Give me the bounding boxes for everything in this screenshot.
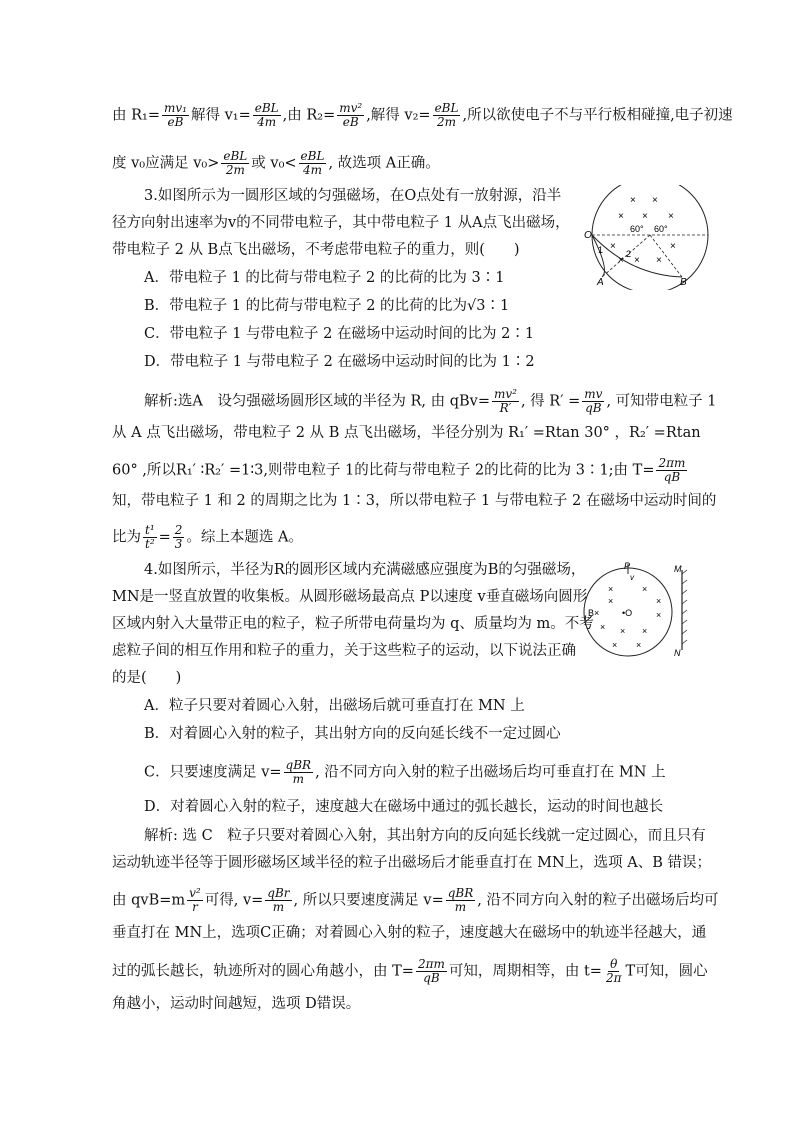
- field-mark: ×: [612, 640, 618, 650]
- fraction: [187, 887, 203, 914]
- denominator: eB: [342, 115, 359, 129]
- field-boundary: [592, 185, 708, 290]
- fraction: [143, 524, 157, 551]
- text: =: [158, 529, 171, 546]
- numerator: eBL: [434, 101, 459, 115]
- text: 解析:选A 设匀强磁场圆形区域的半径为 R, 由 qBv=: [144, 393, 490, 410]
- angle-2: 60°: [654, 224, 668, 234]
- numerator: qBR: [285, 758, 312, 772]
- label-b: B: [680, 277, 687, 288]
- q4-stem-line-1: 4.如图所示，半径为R的圆形区域内充满磁感应强度为B的匀强磁场，: [144, 562, 586, 578]
- numerator: mv: [584, 387, 603, 401]
- field-mark: ×: [620, 626, 626, 636]
- fraction: [492, 388, 519, 415]
- fraction: [656, 457, 687, 484]
- fraction: [221, 150, 249, 177]
- denominator: 2π: [605, 971, 622, 985]
- text: T可知，圆心: [625, 963, 708, 980]
- field-mark: ×: [652, 195, 658, 206]
- field-mark: ×: [608, 584, 614, 594]
- numerator: mv₁: [164, 101, 187, 115]
- denominator: qB: [423, 971, 440, 985]
- numerator: eBL: [223, 149, 248, 163]
- text: 比为: [112, 529, 141, 546]
- q3-stem-line-2: 径方向射出速率为v的不同带电粒子，其中带电粒子 1 从A点飞出磁场，: [112, 215, 570, 231]
- fraction: [265, 887, 291, 914]
- numerator: 2: [174, 523, 183, 537]
- q4-circle-field-figure: [580, 560, 690, 660]
- label-o: O: [584, 230, 592, 241]
- q4-stem-line-4: 虑粒子间的相互作用和粒子的重力，关于这些粒子的运动，以下说法正确: [112, 643, 576, 659]
- denominator: 4m: [257, 115, 277, 129]
- field-mark: ×: [600, 622, 606, 632]
- field-mark: ×: [670, 241, 676, 252]
- field-mark: ×: [656, 596, 662, 606]
- field-mark: ×: [656, 255, 662, 266]
- fraction: [253, 102, 281, 129]
- label-v: v: [630, 573, 634, 582]
- q4-solution-line-2: 运动轨迹半径等于圆形磁场区域半径的粒子出磁场后才能垂直打在 MN上，选项 A、B 错误；: [112, 855, 711, 871]
- q3-option-c: C．带电粒子 1 与带电粒子 2 在磁场中运动时间的比为 2∶1: [144, 326, 535, 342]
- fraction: [582, 388, 604, 415]
- label-b: B×: [588, 608, 600, 618]
- field-mark: ×: [668, 211, 674, 222]
- denominator: eB: [167, 115, 184, 129]
- text: 或 v₀<: [251, 155, 297, 172]
- prev-solution-line-1: [112, 102, 733, 129]
- text: , 所以只要速度满足 v=: [293, 892, 444, 909]
- label-a: A: [597, 277, 604, 288]
- q4-solution-line-4: 垂直打在 MN上，选项C正确；对着圆心入射的粒子，速度越大在磁场中的轨迹半径越大，通: [112, 925, 707, 941]
- angle-1: 60°: [630, 224, 644, 234]
- radius-b: [650, 235, 682, 277]
- field-mark: ×: [618, 211, 624, 222]
- denominator: r: [192, 900, 198, 914]
- label-p: P: [624, 561, 631, 571]
- denominator: m: [292, 772, 305, 786]
- fraction: [604, 958, 624, 985]
- label-n: N: [674, 648, 681, 658]
- denominator: 2m: [437, 115, 457, 129]
- q4-stem-line-2: MN是一竖直放置的收集板。从圆形磁场最高点 P以速度 v垂直磁场向圆形: [112, 589, 588, 605]
- numerator: v²: [189, 886, 201, 900]
- denominator: t²: [145, 537, 155, 551]
- denominator: qB: [663, 470, 681, 484]
- text: ,解得 v₂=: [366, 107, 431, 124]
- field-mark: ×: [618, 255, 624, 266]
- q3-solution-line-1: [144, 388, 717, 415]
- q4-stem-line-3: 区域内射入大量带正电的粒子，粒子所带电荷量均为 q、质量均为 m。不考: [112, 616, 594, 632]
- q3-option-b: B．带电粒子 1 的比荷与带电粒子 2 的比荷的比为√3∶1: [144, 298, 510, 314]
- prev-solution-line-2: [112, 150, 440, 177]
- fraction: [433, 102, 461, 129]
- field-mark: ×: [630, 195, 636, 206]
- text: 。综上本题选 A。: [186, 529, 304, 546]
- text: , 沿不同方向入射的粒子出磁场后均可垂直打在 MN 上: [315, 764, 666, 781]
- q3-option-a: A．带电粒子 1 的比荷与带电粒子 2 的比荷的比为 3∶1: [144, 270, 505, 286]
- fraction: [446, 887, 476, 914]
- text: 度 v₀应满足 v₀>: [112, 155, 220, 172]
- fraction: [299, 150, 327, 177]
- numerator: θ: [610, 957, 618, 971]
- text: 解得 v₁=: [190, 107, 251, 124]
- fraction: [162, 102, 189, 129]
- field-mark: ×: [608, 596, 614, 606]
- text: , 故选项 A正确。: [328, 155, 440, 172]
- text: 可得, v=: [204, 892, 264, 909]
- particle-1-label: 1: [598, 245, 604, 255]
- q3-option-d: D．带电粒子 1 与带电粒子 2 在磁场中运动时间的比为 1∶2: [144, 354, 535, 370]
- q3-solution-line-2: 从 A 点飞出磁场，带电粒子 2 从 B 点飞出磁场，半径分别为 R₁′ =Rtan 30° ，R₂′ =Rtan: [112, 425, 701, 441]
- numerator: mv²: [339, 101, 363, 115]
- numerator: 2πm: [658, 456, 686, 470]
- denominator: qB: [585, 401, 602, 415]
- q4-stem-line-5: 的是( ): [112, 670, 182, 686]
- fraction: [173, 524, 185, 551]
- q3-solution-line-5: [112, 524, 303, 551]
- numerator: mv²: [494, 387, 517, 401]
- numerator: 2πm: [417, 957, 445, 971]
- text: ₁=: [142, 107, 160, 124]
- denominator: m: [272, 900, 285, 914]
- q4-solution-line-1: 解析: 选 C 粒子只要对着圆心入射，其出射方向的反向延长线就一定过圆心，而且只有: [144, 828, 706, 844]
- text: , 可知带电粒子 1: [606, 393, 717, 410]
- text: ,所以欲使电子不与平行板相碰撞,电子初速: [462, 107, 733, 124]
- q3-stem-line-1: 3.如图所示为一圆形区域的匀强磁场，在O点处有一放射源，沿半: [144, 188, 562, 204]
- field-mark: ×: [634, 255, 640, 266]
- fraction: [337, 102, 364, 129]
- q4-option-d: D．对着圆心入射的粒子，速度越大在磁场中通过的弧长越长，运动的时间也越长: [144, 799, 664, 815]
- numerator: eBL: [254, 101, 279, 115]
- denominator: 4m: [302, 163, 322, 177]
- numerator: t¹: [145, 523, 155, 537]
- text: 由 qvB=m: [112, 892, 186, 909]
- plate-hatching: [682, 570, 687, 644]
- denominator: 3: [174, 537, 183, 551]
- text: , 沿不同方向入射的粒子出磁场后均可: [477, 892, 719, 909]
- text: C．只要速度满足 v=: [144, 764, 282, 781]
- field-mark: ×: [656, 610, 662, 620]
- field-mark: ×: [642, 584, 648, 594]
- text: 60° ,所以R₁′ ∶R₂′ =1∶3,则带电粒子 1的比荷与带电粒子 2的比荷的比为 3∶1;由 T=: [112, 462, 655, 479]
- q4-solution-line-6: 角越小，运动时间越短，选项 D错误。: [112, 996, 361, 1012]
- denominator: 2m: [225, 163, 245, 177]
- q3-solution-line-4: 知，带电粒子 1 和 2 的周期之比为 1∶3，所以带电粒子 1 与带电粒子 2 在磁场中运动时间的: [112, 493, 717, 509]
- q4-solution-line-5: [112, 958, 708, 985]
- q4-solution-line-3: [112, 887, 718, 914]
- numerator: qBr: [267, 886, 290, 900]
- label-o: •O: [622, 608, 633, 618]
- q4-option-a: A．粒子只要对着圆心入射，出磁场后就可垂直打在 MN 上: [144, 698, 525, 714]
- field-mark: ×: [636, 640, 642, 650]
- text: , 得 R′ =: [520, 393, 581, 410]
- text: 可知，周期相等，由 t=: [448, 963, 602, 980]
- fraction: [416, 958, 447, 985]
- text: ,由 R₂=: [282, 107, 336, 124]
- q4-option-b: B．对着圆心入射的粒子，其出射方向的反向延长线不一定过圆心: [144, 726, 561, 742]
- text: 由 R: [112, 107, 143, 124]
- text: 过的弧长越长，轨迹所对的圆心角越小，由 T=: [112, 963, 414, 980]
- field-mark: ×: [642, 211, 648, 222]
- field-mark: ×: [610, 241, 616, 252]
- field-mark: ×: [642, 626, 648, 636]
- fraction: [284, 759, 314, 786]
- q3-circle-field-figure: [570, 185, 710, 290]
- denominator: R′: [499, 401, 512, 415]
- particle-2-label: 2: [626, 249, 632, 259]
- label-m: M: [674, 564, 682, 574]
- q4-option-c: [144, 759, 666, 786]
- numerator: qBR: [447, 886, 474, 900]
- q3-solution-line-3: [112, 457, 689, 484]
- q3-stem-line-3: 带电粒子 2 从 B点飞出磁场，不考虑带电粒子的重力，则( ): [112, 242, 520, 258]
- denominator: m: [454, 900, 467, 914]
- numerator: eBL: [300, 149, 325, 163]
